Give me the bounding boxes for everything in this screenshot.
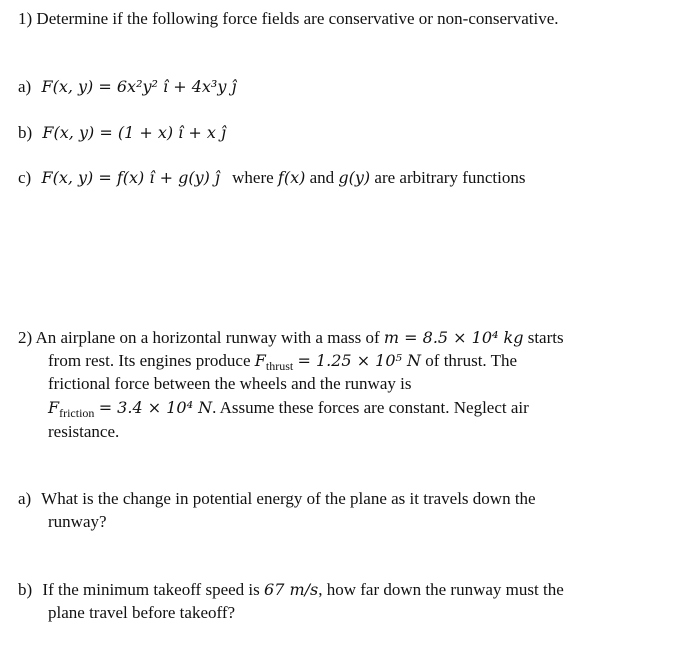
question-1-part-a: [18, 76, 236, 98]
part-c-note-and: and: [309, 168, 335, 187]
question-2-number: 2): [18, 328, 33, 347]
friction-value: = 3.4 × 10⁴ N: [98, 398, 213, 417]
question-2-part-b-line-2: [48, 602, 235, 624]
force-field-expression: F(x, y) = 6x²y² î + 4x³y ĵ: [41, 77, 237, 96]
question-2-line-1: [18, 327, 564, 349]
question-2-line-4: [48, 397, 529, 424]
part-a-text: runway?: [48, 512, 107, 531]
question-2-part-a-line-1: [18, 488, 536, 510]
question-1-number: 1): [18, 9, 33, 28]
question-1-part-b: [18, 122, 226, 144]
part-a-text: What is the change in potential energy of the plane as it travels down the: [41, 489, 536, 508]
part-c-note-f: f(x): [277, 168, 306, 187]
question-2-text: An airplane on a horizontal runway with a mass of: [35, 328, 380, 347]
question-1-title: Determine if the following force fields are conservative or non-conservative.: [36, 9, 559, 28]
part-label: a): [18, 77, 32, 96]
friction-subscript: friction: [59, 406, 95, 420]
question-2-text: frictional force between the wheels and the runway is: [48, 374, 412, 393]
question-2-text: starts: [527, 328, 564, 347]
part-b-text: If the minimum takeoff speed is: [42, 580, 260, 599]
question-2-text: resistance.: [48, 422, 120, 441]
part-label: a): [18, 489, 32, 508]
part-b-text: plane travel before takeoff?: [48, 603, 236, 622]
question-2-text: . Assume these forces are constant. Neglect air: [212, 398, 529, 417]
friction-symbol: F: [48, 398, 60, 417]
force-field-expression: F(x, y) = (1 + x) î + x ĵ: [42, 123, 226, 142]
part-label: b): [18, 580, 33, 599]
part-label: b): [18, 123, 33, 142]
force-field-expression: F(x, y) = f(x) î + g(y) ĵ: [41, 168, 220, 187]
question-2-part-a-line-2: [48, 511, 107, 533]
question-2-line-3: [48, 373, 411, 395]
thrust-value: = 1.25 × 10⁵ N: [297, 351, 422, 370]
speed-value: 67 m/s: [264, 580, 319, 599]
part-c-note-g: g(y): [338, 168, 371, 187]
question-2-part-b-line-1: [18, 579, 564, 601]
part-c-note-where: where: [232, 168, 274, 187]
part-label: c): [18, 168, 32, 187]
thrust-symbol: F: [254, 351, 266, 370]
mass-value: m = 8.5 × 10⁴ kg: [383, 328, 524, 347]
thrust-subscript: thrust: [265, 359, 294, 373]
part-b-text: , how far down the runway must the: [318, 580, 564, 599]
question-2-line-5: [48, 421, 119, 443]
question-1-heading: [18, 8, 559, 30]
question-2-text: from rest. Its engines produce: [48, 351, 251, 370]
question-1-part-c: [18, 167, 525, 189]
part-c-note-tail: are arbitrary functions: [374, 168, 526, 187]
question-2-text: of thrust. The: [425, 351, 518, 370]
